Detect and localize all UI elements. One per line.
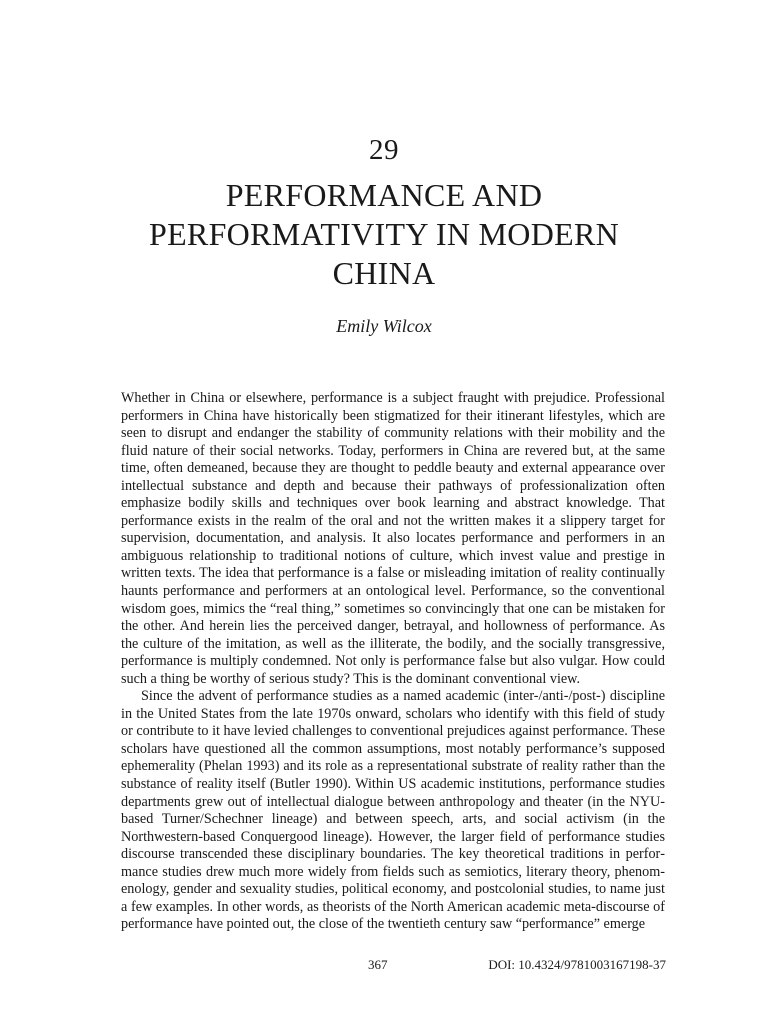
chapter-title-line: PERFORMANCE AND [225, 177, 543, 213]
chapter-title-line: PERFORMATIVITY IN MODERN [148, 216, 620, 252]
chapter-number: 29 [369, 134, 399, 166]
chapter-title-line: CHINA [332, 255, 436, 291]
paragraph: Whether in China or elsewhere, performance is a subject fraught with prejudice. Professional performers in China have historically been stigmatized for their itinerant lifestyles, which are seen to disrupt and endanger the stability of community relations with their mobility and the fluid nature of their social networks. Today, performers in China are revered but, at the same time, often demeaned, because they are thought to peddle beauty and external appearance over intellectual substance and depth and because their pathways of professionalization often emphasize bodily skills and techniques over book learning and abstract knowledge. That performance exists in the realm of the oral and not the written makes it a slippery target for supervision, documentation, and analysis. It also locates performance and performers in an ambiguous relationship to traditional notions of culture, which invest value and prestige in written texts. The idea that performance is a false or misleading imitation of reality continually haunts performance and performers at an ontological level. Performance, so the conventional wisdom goes, mimics the “real thing,” sometimes so convincingly that one can be mistaken for the other. And herein lies the perceived danger, betrayal, and hollowness of performance. As the culture of the imitation, as well as the illiterate, the bodily, and the socially transgressive, performance is multiply condemned. Not only is performance false but also vulgar. How could such a thing be worthy of serious study? This is the dominant conventional view. [121, 390, 665, 687]
body-text [121, 390, 665, 934]
paragraph: Since the advent of performance studies as a named academic (inter-/anti-/post-) discipline in the United States from the late 1970s onward, scholars who identify with this field of study or contribute to it have levied challenges to conventional prejudices against performance. These scholars have questioned all the common assumptions, most notably performance’s supposed ephemerality (Phelan 1993) and its role as a representational substrate of reality rather than the substance of reality itself (Butler 1990). Within US academic institutions, performance studies departments grew out of intellectual dialogue between anthropology and theater (in the NYU-based Turner/Schechner lineage) and between speech, arts, and social activism (in the Northwestern-based Conquergood lineage). However, the larger field of performance studies discourse transcended these disciplinary boundaries. The key theoretical traditions in performance studies drew much more widely from fields such as semiotics, literary theory, phenomenology, gender and sexuality studies, political economy, and postcolonial studies, to name just a few examples. In other words, as theorists of the North American academic meta-discourse of performance have pointed out, the close of the twentieth century saw “performance” emerge [121, 688, 665, 933]
chapter-title [60, 176, 708, 293]
doi-text: DOI: 10.4324/9781003167198-37 [488, 957, 666, 972]
author-name: Emily Wilcox [336, 316, 432, 336]
page-number: 367 [368, 957, 388, 972]
